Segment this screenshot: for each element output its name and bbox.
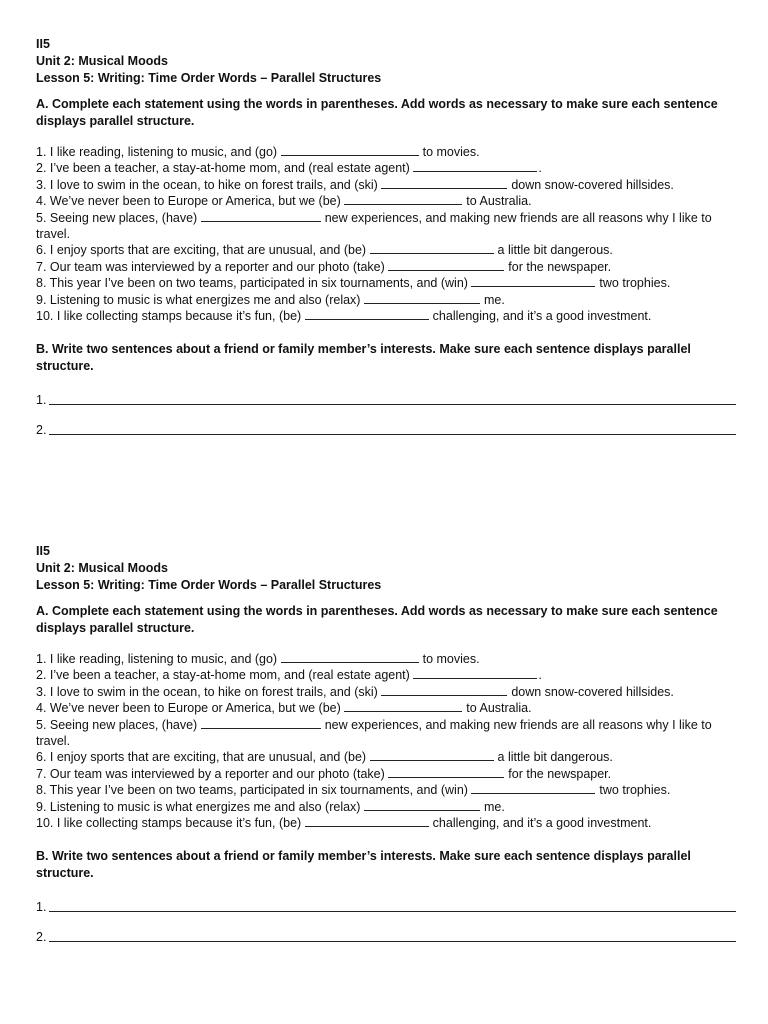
question-ending: new experiences, and making new friends are all reasons why I like to travel. xyxy=(36,210,712,242)
question-ending: . xyxy=(538,161,542,176)
question-text: 9. Listening to music is what energizes me and also (relax) xyxy=(36,292,361,307)
answer-blank[interactable] xyxy=(201,210,321,222)
worksheet-copy-top xyxy=(36,36,736,437)
question-ending: a little bit dangerous. xyxy=(497,243,613,258)
question-ending: to movies. xyxy=(422,652,480,666)
answer-blank[interactable] xyxy=(388,766,504,778)
question-item xyxy=(36,292,736,308)
question-ending: new experiences, and making new friends are all reasons why I like to travel. xyxy=(36,717,712,749)
section-a-instruction: A. Complete each statement using the words in parentheses. Add words as necessary to make sure each sentence displays parallel structure. xyxy=(36,97,718,128)
answer-blank[interactable] xyxy=(413,667,537,679)
question-ending: two trophies. xyxy=(599,783,671,798)
question-ending: down snow-covered hillsides. xyxy=(511,684,674,699)
lesson-title: Lesson 5: Writing: Time Order Words – Parallel Structures xyxy=(36,578,382,592)
question-ending: two trophies. xyxy=(599,276,671,291)
writing-line xyxy=(36,928,736,944)
answer-blank[interactable] xyxy=(471,275,595,287)
question-ending: challenging, and it’s a good investment. xyxy=(432,816,652,831)
answer-blank[interactable] xyxy=(305,308,429,320)
question-text: 5. Seeing new places, (have) xyxy=(36,210,198,225)
question-item xyxy=(36,717,736,750)
question-text: 4. We’ve never been to Europe or America, but we (be) xyxy=(36,701,341,716)
question-item xyxy=(36,160,736,176)
question-ending: me. xyxy=(483,799,505,814)
line-number: 1. xyxy=(36,900,47,915)
question-text: 4. We’ve never been to Europe or America, but we (be) xyxy=(36,194,341,209)
question-text: 10. I like collecting stamps because it’s fun, (be) xyxy=(36,816,302,831)
question-ending: a little bit dangerous. xyxy=(497,750,613,765)
question-item xyxy=(36,144,736,160)
answer-blank[interactable] xyxy=(370,749,494,761)
writing-line xyxy=(36,421,736,437)
question-text: 10. I like collecting stamps because it’s fun, (be) xyxy=(36,309,302,324)
question-text: 5. Seeing new places, (have) xyxy=(36,717,198,732)
line-number: 2. xyxy=(36,930,47,945)
unit-title: Unit 2: Musical Moods xyxy=(36,561,168,575)
answer-blank[interactable] xyxy=(201,717,321,729)
question-text: 3. I love to swim in the ocean, to hike on forest trails, and (ski) xyxy=(36,684,378,699)
answer-blank[interactable] xyxy=(370,242,494,254)
question-ending: down snow-covered hillsides. xyxy=(511,177,674,192)
question-text: 8. This year I’ve been on two teams, participated in six tournaments, and (win) xyxy=(36,276,468,291)
answer-blank[interactable] xyxy=(281,144,419,156)
question-item xyxy=(36,782,736,798)
writing-line xyxy=(36,391,736,407)
answer-blank[interactable] xyxy=(471,782,595,794)
question-item xyxy=(36,749,736,765)
question-text: 1. I like reading, listening to music, and (go) xyxy=(36,652,278,666)
question-item xyxy=(36,684,736,700)
question-text: 1. I like reading, listening to music, and (go) xyxy=(36,145,278,159)
question-item xyxy=(36,700,736,716)
line-number: 2. xyxy=(36,423,47,438)
question-text: 6. I enjoy sports that are exciting, that are unusual, and (be) xyxy=(36,750,367,765)
answer-blank[interactable] xyxy=(344,193,462,205)
question-item xyxy=(36,177,736,193)
question-item xyxy=(36,308,736,324)
question-ending: to Australia. xyxy=(466,194,532,209)
question-ending: to movies. xyxy=(422,145,480,159)
question-item xyxy=(36,766,736,782)
question-item xyxy=(36,242,736,258)
question-item xyxy=(36,193,736,209)
answer-blank[interactable] xyxy=(381,177,507,189)
answer-blank[interactable] xyxy=(381,684,507,696)
question-text: 2. I’ve been a teacher, a stay-at-home mom, and (real estate agent) xyxy=(36,668,410,683)
question-ending: challenging, and it’s a good investment. xyxy=(432,309,652,324)
section-a-list xyxy=(36,651,736,831)
lesson-title: Lesson 5: Writing: Time Order Words – Parallel Structures xyxy=(36,71,382,85)
question-item xyxy=(36,259,736,275)
question-ending: for the newspaper. xyxy=(508,259,612,274)
question-item xyxy=(36,275,736,291)
question-item xyxy=(36,667,736,683)
question-text: 7. Our team was interviewed by a reporter and our photo (take) xyxy=(36,259,385,274)
section-a-instruction: A. Complete each statement using the words in parentheses. Add words as necessary to make sure each sentence displays parallel structure. xyxy=(36,604,718,635)
section-b-lines xyxy=(36,391,736,437)
writing-rule[interactable] xyxy=(49,434,736,435)
question-ending: for the newspaper. xyxy=(508,766,612,781)
question-text: 9. Listening to music is what energizes me and also (relax) xyxy=(36,799,361,814)
question-item xyxy=(36,815,736,831)
question-text: 7. Our team was interviewed by a reporter and our photo (take) xyxy=(36,766,385,781)
answer-blank[interactable] xyxy=(413,160,537,172)
writing-rule[interactable] xyxy=(49,941,736,942)
answer-blank[interactable] xyxy=(344,700,462,712)
section-a-list xyxy=(36,144,736,324)
question-item xyxy=(36,799,736,815)
question-ending: . xyxy=(538,668,542,683)
answer-blank[interactable] xyxy=(305,815,429,827)
level-code: II5 xyxy=(36,37,50,51)
answer-blank[interactable] xyxy=(281,651,419,663)
question-text: 3. I love to swim in the ocean, to hike on forest trails, and (ski) xyxy=(36,177,378,192)
question-item xyxy=(36,651,736,667)
section-b-instruction: B. Write two sentences about a friend or family member’s interests. Make sure each sentence displays parallel structure. xyxy=(36,849,691,881)
writing-rule[interactable] xyxy=(49,404,736,405)
question-text: 6. I enjoy sports that are exciting, that are unusual, and (be) xyxy=(36,243,367,258)
section-b-instruction: B. Write two sentences about a friend or family member’s interests. Make sure each sentence displays parallel structure. xyxy=(36,342,691,374)
question-item xyxy=(36,210,736,243)
worksheet-copy-bottom xyxy=(36,543,736,944)
writing-rule[interactable] xyxy=(49,911,736,912)
question-text: 2. I’ve been a teacher, a stay-at-home mom, and (real estate agent) xyxy=(36,161,410,176)
writing-line xyxy=(36,898,736,914)
answer-blank[interactable] xyxy=(388,259,504,271)
answer-blank[interactable] xyxy=(364,799,480,811)
section-b-lines xyxy=(36,898,736,944)
line-number: 1. xyxy=(36,393,47,408)
question-text: 8. This year I’ve been on two teams, participated in six tournaments, and (win) xyxy=(36,783,468,798)
answer-blank[interactable] xyxy=(364,292,480,304)
level-code: II5 xyxy=(36,544,50,558)
unit-title: Unit 2: Musical Moods xyxy=(36,54,168,68)
question-ending: to Australia. xyxy=(466,701,532,716)
question-ending: me. xyxy=(483,292,505,307)
